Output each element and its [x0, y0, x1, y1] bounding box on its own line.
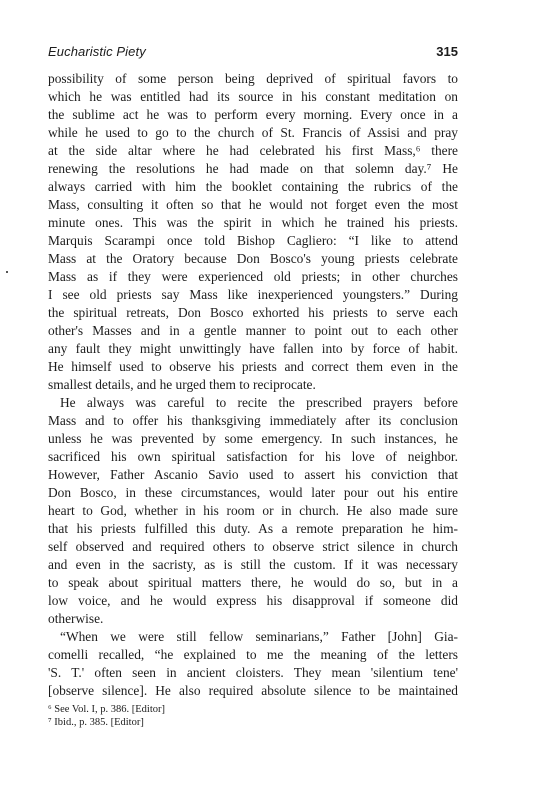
footnote: ⁷ Ibid., p. 385. [Editor] [48, 717, 144, 728]
footnotes [48, 703, 458, 729]
text-line: renewing the resolutions he had made on that solemn day.⁷ He [48, 161, 458, 176]
text-line: Mass at the Oratory because Don Bosco's young priests celebrate [48, 251, 458, 266]
text-line: Don Bosco, in these circumstances, would later pour out his entire [48, 485, 458, 500]
text-line: “When we were still fellow seminarians,” Father [John] Gia- [60, 629, 458, 644]
text-line: Mass, consulting it often so that he would not forget even the most [48, 197, 458, 212]
text-line: minute ones. This was the spirit in which he trained his priests. [48, 215, 458, 230]
text-line: Mass as if they were experienced old priests; in other churches [48, 269, 458, 284]
text-line: possibility of some person being deprived of spiritual favors to [48, 71, 458, 86]
text-line: sacrificed his own spiritual satisfaction for his love of neighbor. [48, 449, 458, 464]
footnote: ⁶ See Vol. I, p. 386. [Editor] [48, 704, 166, 715]
text-line: at the side altar where he had celebrated his first Mass,⁶ there [48, 143, 458, 158]
text-line: self observed and required others to observe strict silence in church [48, 539, 458, 554]
text-line: He himself used to observe his priests and correct them even in the [48, 359, 458, 374]
text-line: which he was entitled had its source in his constant meditation on [48, 89, 458, 104]
margin-speck [6, 271, 8, 273]
text-line: other's Masses and in a gentle manner to point out to each other [48, 323, 458, 338]
text-line: Marquis Scarampi once told Bishop Cagliero: “I like to attend [48, 233, 458, 248]
text-line: He always was careful to recite the prescribed prayers before [60, 395, 458, 410]
text-line: low voice, and he would express his disapproval if someone did [48, 593, 458, 608]
text-line: Mass and to offer his thanksgiving immediately after its conclusion [48, 413, 458, 428]
text-line: while he used to go to the church of St. Francis of Assisi and pray [48, 125, 458, 140]
text-line: and even in the sacristy, as is still the custom. If it was necessary [48, 557, 458, 572]
text-line: comelli recalled, “he explained to me the meaning of the letters [48, 647, 458, 662]
text-line: unless he was prevented by some emergency. In such instances, he [48, 431, 458, 446]
text-line: that his priests fulfilled this duty. As a remote preparation he him- [48, 521, 458, 536]
text-line: However, Father Ascanio Savio used to assert his conviction that [48, 467, 458, 482]
text-line: heart to God, whether in his room or in church. He also made sure [48, 503, 458, 518]
text-line: smallest details, and he urged them to reciprocate. [48, 377, 316, 392]
text-line: otherwise. [48, 611, 104, 626]
text-line: I see old priests say Mass like inexperienced youngsters.” During [48, 287, 458, 302]
running-head [48, 44, 458, 64]
text-line: to speak about spiritual matters there, he would do so, but in a [48, 575, 458, 590]
text-line: always carried with him the booklet containing the rubrics of the [48, 179, 458, 194]
running-title: Eucharistic Piety [48, 44, 146, 59]
text-line: the sublime act he was to perform every morning. Every once in a [48, 107, 458, 122]
body-text [48, 70, 458, 700]
text-line: [observe silence]. He also required absolute silence to be maintained [48, 683, 458, 698]
text-line: the spiritual retreats, Don Bosco exhorted his priests to serve each [48, 305, 458, 320]
text-line: any fault they might unwittingly have fallen into by force of habit. [48, 341, 458, 356]
text-line: 'S. T.' often seen in ancient cloisters. They mean 'silentium tene' [48, 665, 458, 680]
page-number: 315 [436, 44, 458, 59]
